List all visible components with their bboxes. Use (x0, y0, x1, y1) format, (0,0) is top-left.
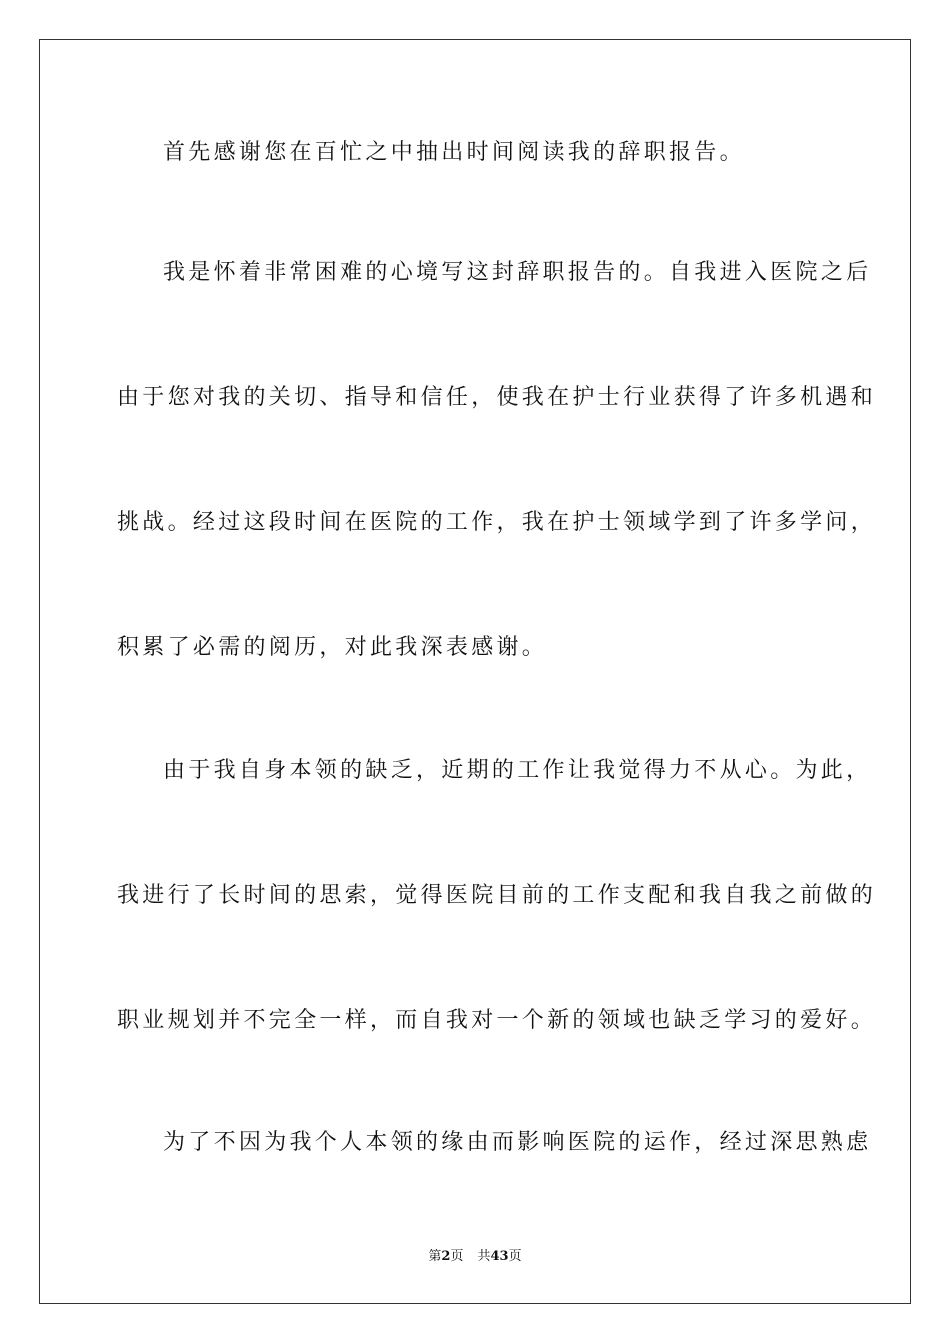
paragraph-3-line-3: 职业规划并不完全一样，而自我对一个新的领域也缺乏学习的爱好。 (117, 1008, 877, 1033)
page-border (39, 39, 911, 1304)
page-suffix: 页 (450, 1249, 464, 1264)
paragraph-2-line-4: 积累了必需的阅历，对此我深表感谢。 (117, 635, 548, 660)
total-suffix: 页 (508, 1249, 522, 1264)
paragraph-3-line-1: 由于我自身本领的缺乏，近期的工作让我觉得力不从心。为此， (163, 758, 872, 783)
page-prefix: 第 (428, 1249, 442, 1264)
page-number: 2 (441, 1249, 451, 1264)
paragraph-1-line-1: 首先感谢您在百忙之中抽出时间阅读我的辞职报告。 (163, 140, 745, 165)
paragraph-2-line-1: 我是怀着非常困难的心境写这封辞职报告的。自我进入医院之后 (163, 260, 872, 285)
total-prefix: 共 (477, 1249, 491, 1264)
page-footer (0, 1248, 950, 1266)
paragraph-2-line-3: 挑战。经过这段时间在医院的工作，我在护士领域学到了许多学问， (117, 510, 877, 535)
total-pages: 43 (490, 1249, 509, 1264)
paragraph-4-line-1: 为了不因为我个人本领的缘由而影响医院的运作，经过深思熟虑 (163, 1130, 872, 1155)
paragraph-3-line-2: 我进行了长时间的思索，觉得医院目前的工作支配和我自我之前做的 (117, 883, 877, 908)
paragraph-2-line-2: 由于您对我的关切、指导和信任，使我在护士行业获得了许多机遇和 (117, 385, 877, 410)
